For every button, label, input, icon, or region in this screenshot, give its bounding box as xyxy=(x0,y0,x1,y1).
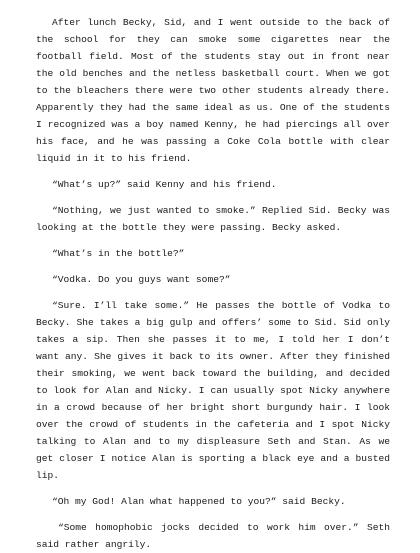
paragraph-whats-up: “What’s up?” said Kenny and his friend. xyxy=(52,179,277,190)
paragraph-vodka: “Vodka. Do you guys want some?” xyxy=(52,274,231,285)
paragraph-homophobic-jocks: “Some homophobic jocks decided to work him over.” Seth said rather angrily. xyxy=(36,522,390,550)
paragraph-oh-my-god: “Oh my God! Alan what happened to you?” said Becky. xyxy=(52,496,346,507)
paragraph-after-lunch: After lunch Becky, Sid, and I went outside to the back of the school for they can smoke some cigarettes near the football field. Most of the students stay out in front near the old benches and the netless basketball court. When we got to the bleachers there were two other students already there. Apparently they had the same ideal as us. One of the students I recognized was a boy named Kenny, he had piercings all over his face, and he was passing a Coke Cola bottle with clear liquid in it to his friend. xyxy=(36,17,390,164)
paragraph-whats-in-bottle: “What’s in the bottle?” xyxy=(52,248,185,259)
paragraph-sure: “Sure. I’ll take some.” He passes the bottle of Vodka to Becky. She takes a big gulp and offers’ some to Sid. Sid only takes a sip. Then she passes it to me, I told her I don’t want any. She gives it back to its owner. After they finished their smoking, we went back toward the building, and decided to look for Alan and Nicky. I can usually spot Nicky anywhere in a crowd because of her bright short burgundy hair. I look over the crowd of students in the cafeteria and I spot Nicky talking to Alan and to my displeasure Seth and Stan. As we get closer I notice Alan is sporting a black eye and a busted lip. xyxy=(36,300,390,481)
paragraph-nothing: “Nothing, we just wanted to smoke.” Replied Sid. Becky was looking at the bottle they were passing. Becky asked. xyxy=(36,205,390,233)
